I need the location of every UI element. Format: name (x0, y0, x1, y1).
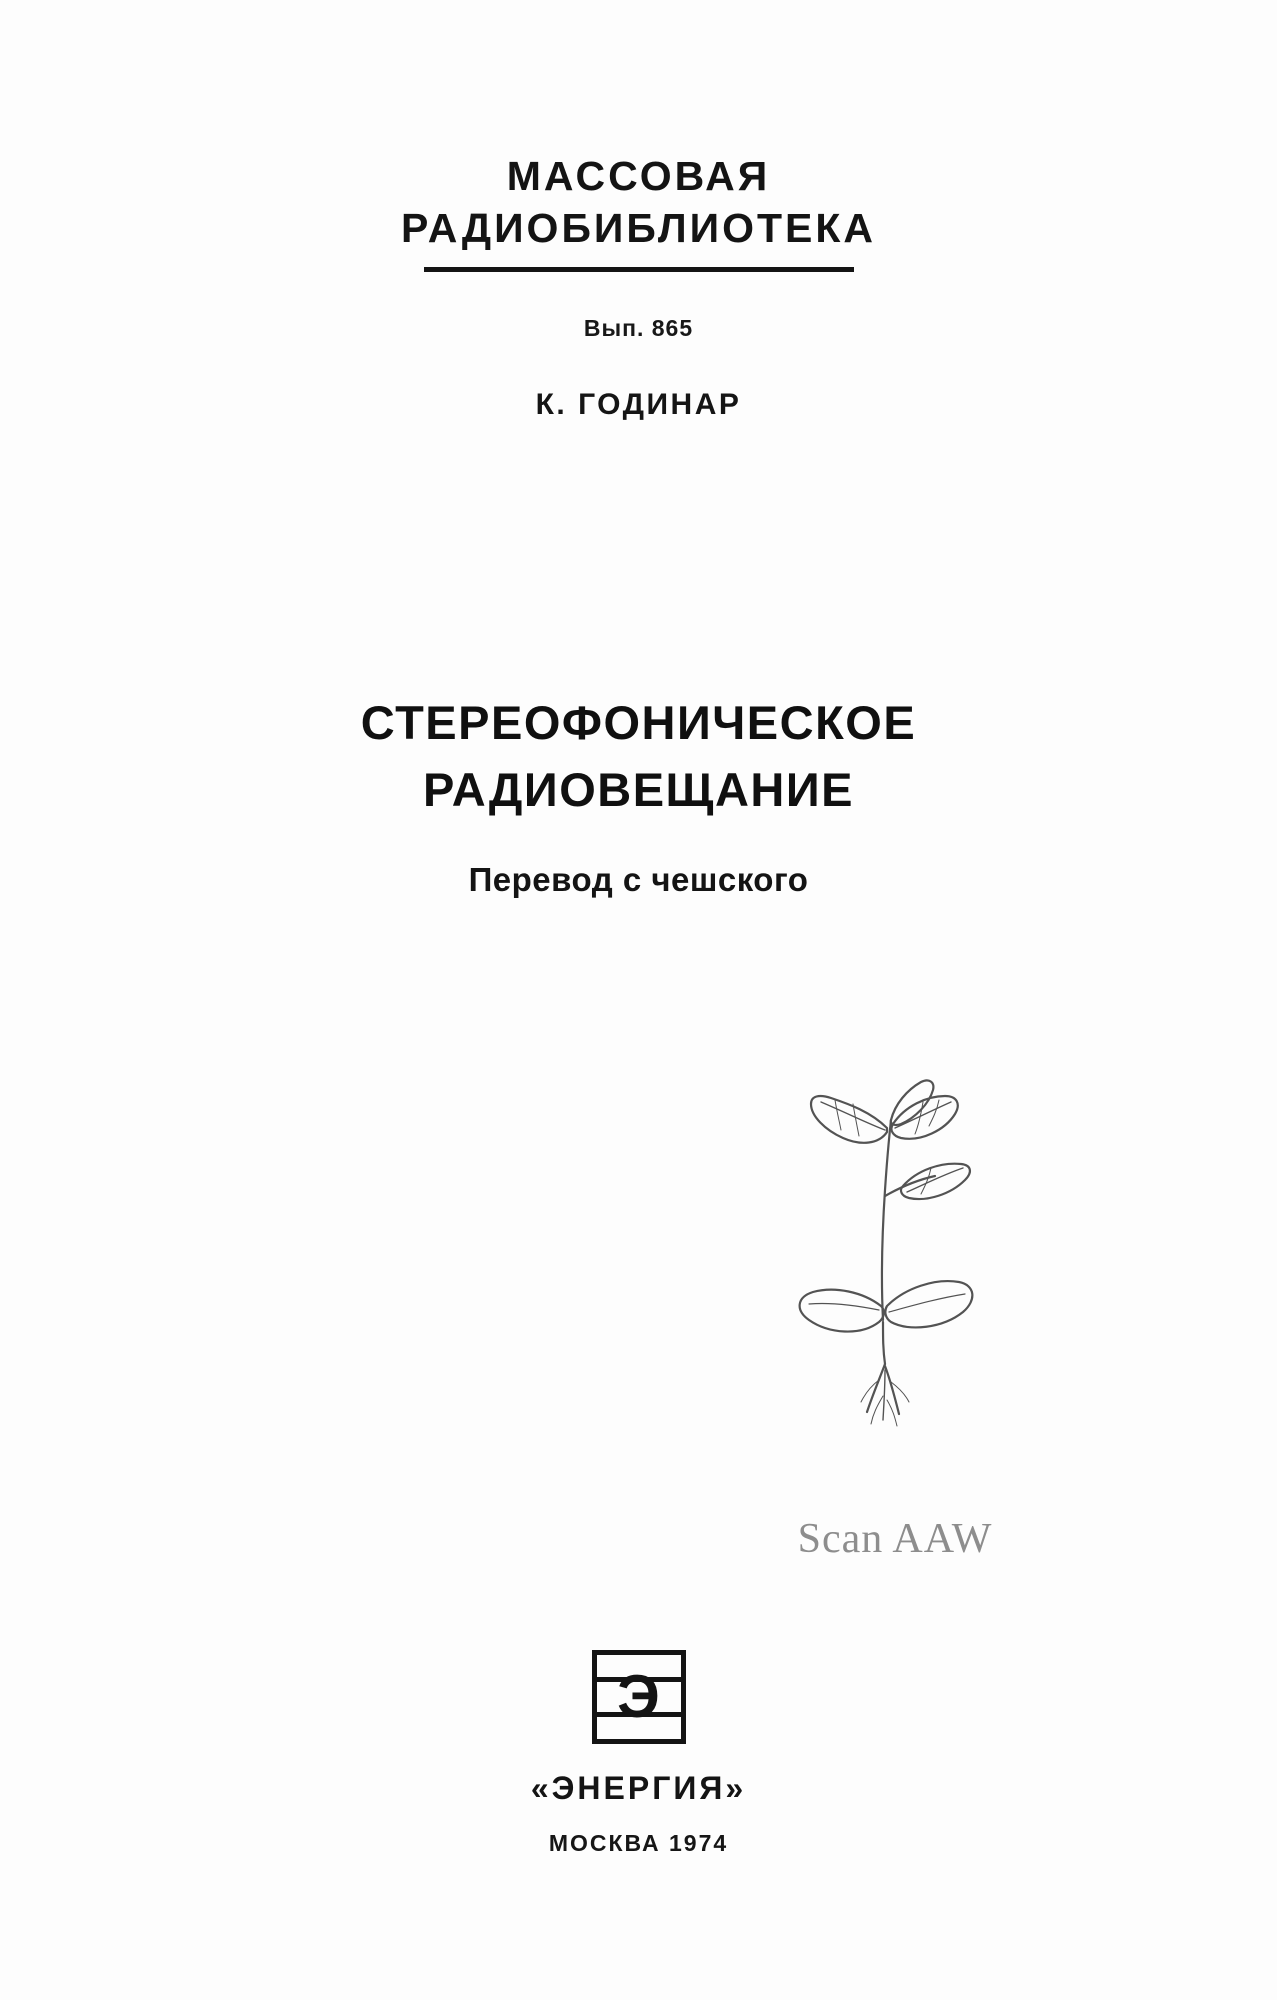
author-name: К. ГОДИНАР (535, 388, 742, 421)
series-title-line-1: МАССОВАЯ (506, 153, 771, 199)
book-subtitle: Перевод с чешского (468, 861, 809, 899)
publisher-logo (0, 1650, 1277, 1744)
book-title (0, 690, 1277, 899)
publisher-name: «ЭНЕРГИЯ» (530, 1770, 747, 1806)
issue-number: Вып. 865 (583, 315, 694, 341)
publisher-logo-letter: Э (617, 1663, 660, 1730)
series-header (0, 150, 1277, 272)
book-title-line-2: РАДИОВЕЩАНИЕ (423, 762, 854, 816)
scan-credit: Scan AAW (797, 1516, 993, 1562)
series-title-line-2: РАДИОБИБЛИОТЕКА (401, 205, 876, 252)
publisher-city-year: МОСКВА 1974 (548, 1830, 729, 1856)
series-underline-rule (424, 267, 854, 272)
book-title-line-1: СТЕРЕОФОНИЧЕСКОЕ (360, 696, 917, 749)
sprout-plant-icon (775, 1020, 995, 1440)
publisher-logo-box (592, 1650, 686, 1744)
